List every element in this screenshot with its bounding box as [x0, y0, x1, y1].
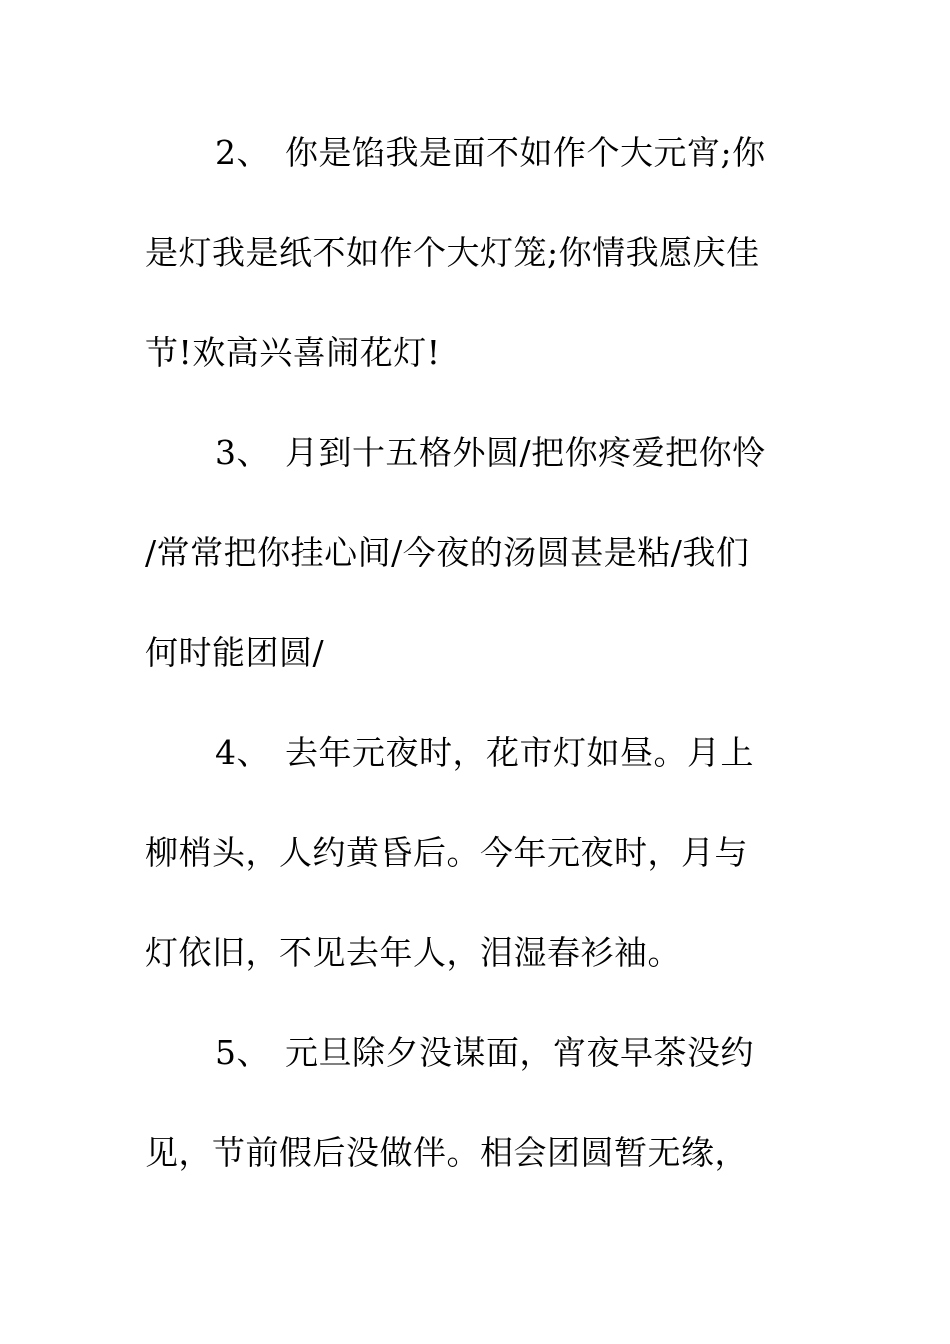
item-number: 5、: [215, 1033, 270, 1072]
paragraph-line: 是灯我是纸不如作个大灯笼;你情我愿庆佳: [145, 233, 760, 272]
line-text: 你是馅我是面不如作个大元宵;你: [285, 133, 766, 172]
line-text: 去年元夜时，花市灯如昼。月上: [285, 733, 754, 772]
paragraph-line: [145, 403, 805, 503]
list-item-3: [145, 403, 805, 703]
paragraph-line: 节!欢高兴喜闹花灯!: [145, 333, 441, 372]
paragraph-line: 见，节前假后没做伴。相会团圆暂无缘，: [145, 1133, 748, 1172]
line-text: 月到十五格外圆/把你疼爱把你怜: [285, 433, 766, 472]
item-number: 2、: [215, 133, 270, 172]
list-item-5: [145, 1003, 805, 1203]
paragraph-line: 柳梢头，人约黄昏后。今年元夜时，月与: [145, 833, 748, 872]
item-number: 4、: [215, 733, 270, 772]
paragraph-line: 何时能团圆/: [145, 633, 325, 672]
paragraph-line: /常常把你挂心间/今夜的汤圆甚是粘/我们: [145, 533, 750, 572]
paragraph-line: [145, 1003, 805, 1103]
list-item-2: [145, 103, 805, 403]
line-text: 元旦除夕没谋面，宵夜早茶没约: [285, 1033, 754, 1072]
paragraph-line: 灯依旧，不见去年人，泪湿春衫袖。: [145, 933, 681, 972]
paragraph-line: [145, 703, 805, 803]
list-item-4: [145, 703, 805, 1003]
paragraph-line: [145, 103, 805, 203]
item-number: 3、: [215, 433, 270, 472]
